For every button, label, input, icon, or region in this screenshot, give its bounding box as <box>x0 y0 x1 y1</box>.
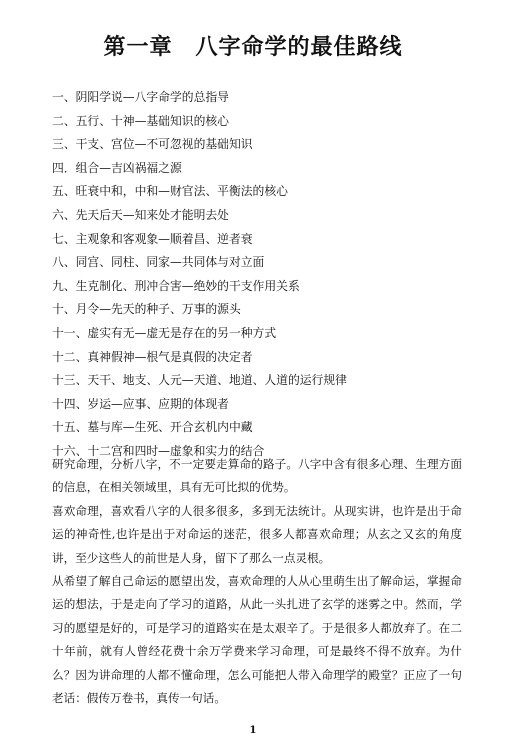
section-item: 二、五行、十神—基础知识的核心 <box>52 113 229 128</box>
body-paragraph: 从希望了解自己命运的愿望出发，喜欢命理的人从心里萌生出了解命运，掌握命运的想法，于是走向了学习的道路，从此一头扎进了玄学的迷雾之中。然而，学习的愿望是好的，可是学习的道路实在是太艰辛了。于是很多人都放弃了。在二十年前，就有人曾经花费十余万学费来学习命理，可是最终不得不放弃。为什么？因为讲命理的人都不懂命理，怎么可能把人带入命理学的殿堂？正应了一句老话：假传万卷书，真传一句话。 <box>52 574 462 706</box>
section-item: 十三、天干、地支、人元—天道、地道、人道的运行规律 <box>52 373 347 388</box>
page-number: 1 <box>249 725 257 736</box>
section-item: 一、阴阳学说—八字命学的总指导 <box>52 90 229 104</box>
body-paragraph: 喜欢命理，喜欢看八字的人很多很多，多到无法统计。从现实讲，也许是出于命运的神奇性,也许是出于对命运的迷茫，很多人都喜欢命理；从玄之又玄的角度讲，至少这些人的前世是人身，留下了那么一点灵根。 <box>52 503 462 565</box>
section-item: 七、主观象和客观象—顺着昌、逆者衰 <box>52 231 253 246</box>
section-item: 九、生克制化、刑冲合害—绝妙的干支作用关系 <box>52 278 300 293</box>
section-item: 十、月令—先天的种子、万事的源头 <box>52 302 241 317</box>
section-item: 六、先天后天—知来处才能明去处 <box>52 207 229 222</box>
chapter-title: 第一章 八字命学的最佳路线 <box>103 35 403 60</box>
section-item: 十一、虚实有无—虚无是存在的另一种方式 <box>52 325 277 340</box>
body-text <box>52 453 462 710</box>
section-item: 三、干支、宫位—不可忽视的基础知识 <box>52 137 253 152</box>
section-item: 十五、墓与库—生死、开合玄机内中藏 <box>52 420 253 435</box>
body-paragraph: 研究命理，分析八字，不一定要走算命的路子。八字中含有很多心理、生理方面的信息，在相关领域里，具有无可比拟的优势。 <box>52 457 462 495</box>
section-item: 十六、十二宫和四时—虚象和实力的结合 <box>52 443 265 458</box>
section-item: 十四、岁运—应事、应期的体现者 <box>52 396 229 411</box>
section-item: 五、旺衰中和，中和—财官法、平衡法的核心 <box>52 184 288 199</box>
section-item: 八、同宫、同柱、同家—共同体与对立面 <box>52 255 265 270</box>
section-item: 四．组合—吉凶祸福之源 <box>52 160 182 175</box>
section-item: 十二、真神假神—根气是真假的决定者 <box>52 349 253 364</box>
section-list <box>52 86 492 464</box>
